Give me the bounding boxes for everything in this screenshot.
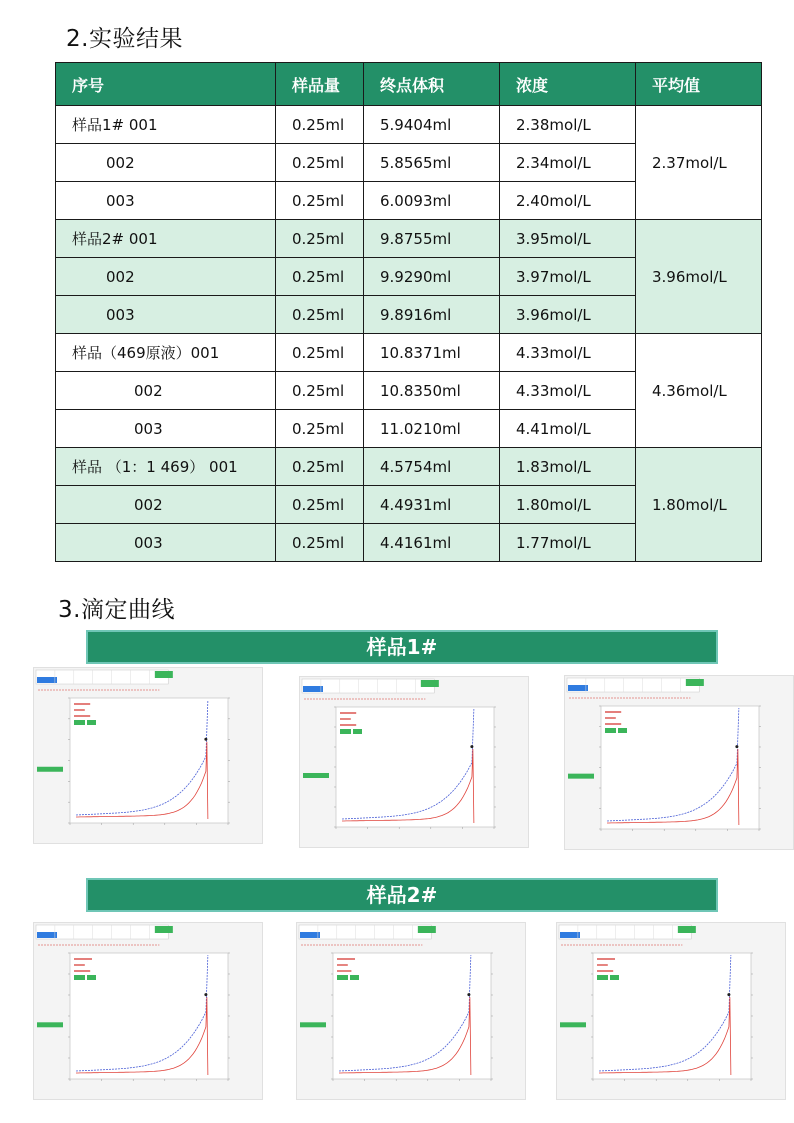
- sample-amount: 0.25ml: [276, 144, 364, 182]
- plot-area: [70, 953, 228, 1079]
- table-row: [56, 334, 762, 372]
- sample2-banner: 样品2#: [86, 878, 718, 912]
- annotation-button: [597, 975, 608, 980]
- selected-row: [37, 932, 57, 938]
- concentration: 3.96mol/L: [500, 296, 636, 334]
- endpoint-marker: [735, 745, 738, 748]
- top-button: [155, 926, 173, 933]
- header-concentration: 浓度: [500, 63, 636, 106]
- top-button: [418, 926, 436, 933]
- sample-id: 002: [106, 267, 135, 286]
- titration-curve-chart: [557, 923, 785, 1099]
- annotation-button: [87, 975, 96, 980]
- titration-curve-thumbnail: [33, 667, 263, 844]
- average-value: 4.36mol/L: [636, 334, 762, 448]
- titration-curve-chart: [300, 677, 528, 847]
- sample-id: 002: [106, 153, 135, 172]
- top-button: [155, 671, 173, 678]
- sample-id: 样品（469原液）001: [56, 334, 276, 372]
- plot-area: [336, 707, 494, 827]
- sample-id: 样品2# 001: [56, 220, 276, 258]
- results-table: [55, 62, 762, 562]
- selected-row: [568, 685, 588, 691]
- titration-curve-thumbnail: [33, 922, 263, 1100]
- sample-id: 003: [106, 305, 135, 324]
- header-endpoint-volume: 终点体积: [364, 63, 500, 106]
- header-serial: 序号: [56, 63, 276, 106]
- sample-id: 样品 （1：1 469） 001: [56, 448, 276, 486]
- sample-id: 样品1# 001: [56, 106, 276, 144]
- plot-area: [601, 706, 759, 829]
- annotation-button: [618, 728, 627, 733]
- table-header-row: [56, 63, 762, 106]
- concentration: 2.38mol/L: [500, 106, 636, 144]
- concentration: 1.80mol/L: [500, 486, 636, 524]
- sample-id: 003: [134, 419, 163, 438]
- endpoint-volume: 4.5754ml: [364, 448, 500, 486]
- sample-amount: 0.25ml: [276, 410, 364, 448]
- concentration: 1.77mol/L: [500, 524, 636, 562]
- side-button: [568, 774, 594, 779]
- plot-area: [70, 698, 228, 823]
- endpoint-volume: 6.0093ml: [364, 182, 500, 220]
- sample-amount: 0.25ml: [276, 372, 364, 410]
- annotation-button: [337, 975, 348, 980]
- header-average: 平均值: [636, 63, 762, 106]
- sample-id: 003: [134, 533, 163, 552]
- annotation-button: [605, 728, 616, 733]
- sample-amount: 0.25ml: [276, 106, 364, 144]
- side-button: [560, 1022, 586, 1027]
- endpoint-volume: 9.8755ml: [364, 220, 500, 258]
- table-row: [56, 448, 762, 486]
- side-button: [300, 1022, 326, 1027]
- annotation-button: [74, 975, 85, 980]
- top-button: [678, 926, 696, 933]
- endpoint-volume: 11.0210ml: [364, 410, 500, 448]
- plot-area: [333, 953, 491, 1079]
- side-button: [303, 773, 329, 778]
- endpoint-marker: [467, 993, 470, 996]
- selected-row: [37, 677, 57, 683]
- top-button: [686, 679, 704, 686]
- annotation-button: [350, 975, 359, 980]
- table-row: [56, 106, 762, 144]
- endpoint-volume: 10.8350ml: [364, 372, 500, 410]
- section-2-title: 2.实验结果: [66, 26, 183, 52]
- titration-curve-thumbnail: [299, 676, 529, 848]
- sample-id: 003: [106, 191, 135, 210]
- sample-amount: 0.25ml: [276, 182, 364, 220]
- sample-amount: 0.25ml: [276, 448, 364, 486]
- header-sample-amount: 样品量: [276, 63, 364, 106]
- annotation-button: [74, 720, 85, 725]
- endpoint-volume: 10.8371ml: [364, 334, 500, 372]
- endpoint-volume: 5.9404ml: [364, 106, 500, 144]
- sample-amount: 0.25ml: [276, 296, 364, 334]
- endpoint-marker: [470, 745, 473, 748]
- concentration: 4.33mol/L: [500, 334, 636, 372]
- concentration: 2.40mol/L: [500, 182, 636, 220]
- selected-row: [303, 686, 323, 692]
- sample-id: 002: [134, 495, 163, 514]
- average-value: 2.37mol/L: [636, 106, 762, 220]
- sample-amount: 0.25ml: [276, 486, 364, 524]
- plot-area: [593, 953, 751, 1079]
- side-button: [37, 1022, 63, 1027]
- titration-curve-chart: [565, 676, 793, 849]
- selected-row: [300, 932, 320, 938]
- endpoint-volume: 4.4931ml: [364, 486, 500, 524]
- concentration: 3.97mol/L: [500, 258, 636, 296]
- concentration: 4.33mol/L: [500, 372, 636, 410]
- titration-curve-thumbnail: [296, 922, 526, 1100]
- sample-amount: 0.25ml: [276, 220, 364, 258]
- endpoint-marker: [204, 993, 207, 996]
- concentration: 4.41mol/L: [500, 410, 636, 448]
- endpoint-volume: 9.8916ml: [364, 296, 500, 334]
- annotation-button: [353, 729, 362, 734]
- titration-curve-chart: [297, 923, 525, 1099]
- section-3-title: 3.滴定曲线: [58, 597, 175, 623]
- endpoint-volume: 4.4161ml: [364, 524, 500, 562]
- annotation-button: [340, 729, 351, 734]
- top-button: [421, 680, 439, 687]
- concentration: 2.34mol/L: [500, 144, 636, 182]
- sample-amount: 0.25ml: [276, 258, 364, 296]
- endpoint-volume: 9.9290ml: [364, 258, 500, 296]
- concentration: 3.95mol/L: [500, 220, 636, 258]
- titration-curve-thumbnail: [564, 675, 794, 850]
- sample1-banner: 样品1#: [86, 630, 718, 664]
- average-value: 1.80mol/L: [636, 448, 762, 562]
- titration-curve-thumbnail: [556, 922, 786, 1100]
- average-value: 3.96mol/L: [636, 220, 762, 334]
- sample-amount: 0.25ml: [276, 524, 364, 562]
- table-row: [56, 220, 762, 258]
- sample-amount: 0.25ml: [276, 334, 364, 372]
- titration-curve-chart: [34, 668, 262, 843]
- titration-curve-chart: [34, 923, 262, 1099]
- annotation-button: [87, 720, 96, 725]
- concentration: 1.83mol/L: [500, 448, 636, 486]
- sample-id: 002: [134, 381, 163, 400]
- endpoint-marker: [727, 993, 730, 996]
- selected-row: [560, 932, 580, 938]
- endpoint-volume: 5.8565ml: [364, 144, 500, 182]
- side-button: [37, 767, 63, 772]
- annotation-button: [610, 975, 619, 980]
- endpoint-marker: [204, 738, 207, 741]
